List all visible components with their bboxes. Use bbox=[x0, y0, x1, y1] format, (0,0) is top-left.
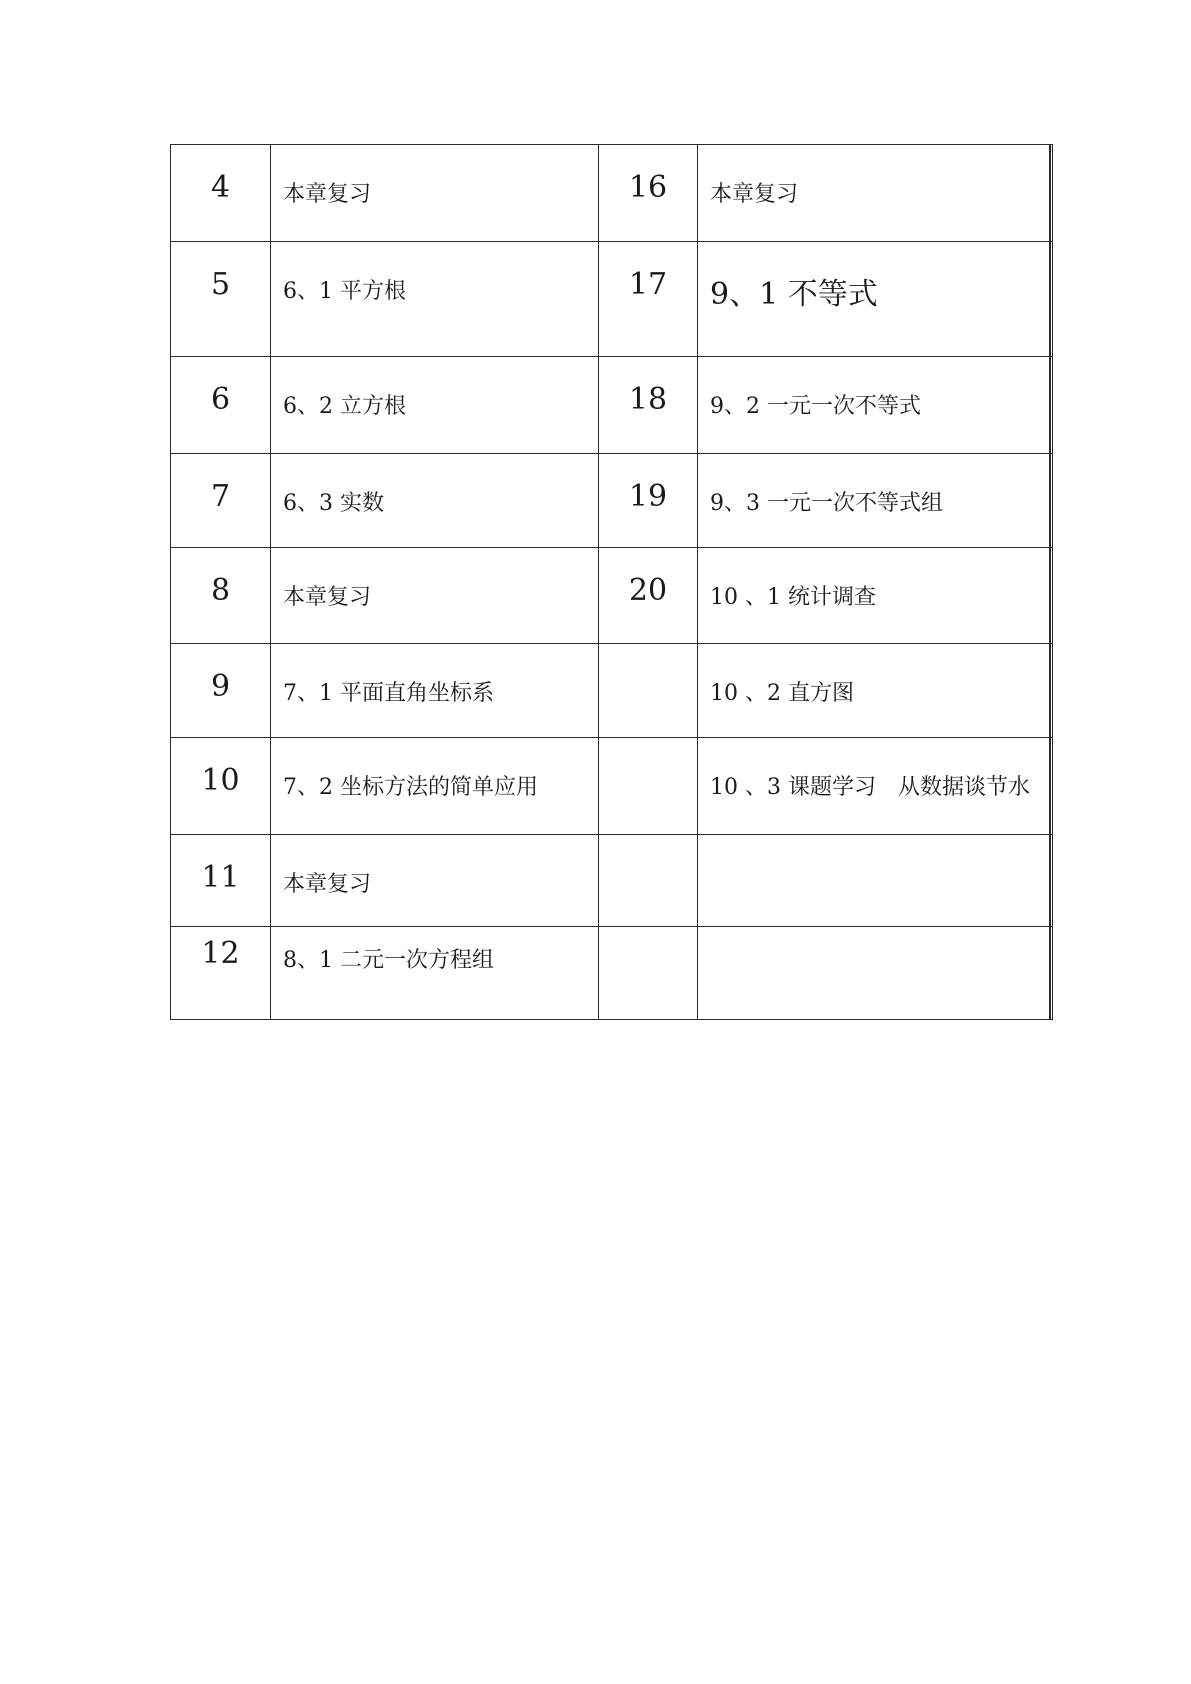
lesson-number: 12 bbox=[171, 927, 271, 1020]
lesson-topic: 10 、3 课题学习 从数据谈节水 bbox=[698, 738, 1053, 835]
lesson-number: 16 bbox=[599, 145, 698, 242]
table-row bbox=[171, 145, 1053, 242]
lesson-number: 10 bbox=[171, 738, 271, 835]
lesson-number: 9 bbox=[171, 644, 271, 738]
lesson-number: 18 bbox=[599, 357, 698, 454]
lesson-topic bbox=[698, 927, 1053, 1020]
lesson-number: 19 bbox=[599, 454, 698, 548]
lesson-number bbox=[599, 927, 698, 1020]
table-row bbox=[171, 644, 1053, 738]
lesson-number: 6 bbox=[171, 357, 271, 454]
lesson-topic: 9、3 一元一次不等式组 bbox=[698, 454, 1053, 548]
lesson-topic bbox=[698, 835, 1053, 927]
table-row bbox=[171, 548, 1053, 644]
table-row bbox=[171, 835, 1053, 927]
lesson-topic: 本章复习 bbox=[271, 835, 599, 927]
lesson-topic: 本章复习 bbox=[271, 145, 599, 242]
lesson-topic: 本章复习 bbox=[698, 145, 1053, 242]
lesson-number: 11 bbox=[171, 835, 271, 927]
lesson-number: 4 bbox=[171, 145, 271, 242]
lesson-number bbox=[599, 644, 698, 738]
table-row bbox=[171, 454, 1053, 548]
lesson-topic: 7、2 坐标方法的简单应用 bbox=[271, 738, 599, 835]
lesson-topic: 10 、1 统计调查 bbox=[698, 548, 1053, 644]
lesson-topic: 6、3 实数 bbox=[271, 454, 599, 548]
lesson-topic: 本章复习 bbox=[271, 548, 599, 644]
lesson-number bbox=[599, 738, 698, 835]
table-row bbox=[171, 927, 1053, 1020]
lesson-number: 17 bbox=[599, 242, 698, 357]
lesson-topic: 9、2 一元一次不等式 bbox=[698, 357, 1053, 454]
lesson-number: 20 bbox=[599, 548, 698, 644]
lesson-topic: 6、1 平方根 bbox=[271, 242, 599, 357]
lesson-topic: 7、1 平面直角坐标系 bbox=[271, 644, 599, 738]
lesson-number bbox=[599, 835, 698, 927]
lesson-topic: 8、1 二元一次方程组 bbox=[271, 927, 599, 1020]
table-row bbox=[171, 242, 1053, 357]
lesson-number: 8 bbox=[171, 548, 271, 644]
lesson-topic: 6、2 立方根 bbox=[271, 357, 599, 454]
lesson-number: 5 bbox=[171, 242, 271, 357]
lesson-topic: 10 、2 直方图 bbox=[698, 644, 1053, 738]
table-row bbox=[171, 357, 1053, 454]
lesson-number: 7 bbox=[171, 454, 271, 548]
lesson-schedule-table bbox=[170, 144, 1053, 1020]
lesson-topic: 9、1 不等式 bbox=[698, 242, 1053, 357]
table-right-border bbox=[1049, 144, 1051, 1020]
table-row bbox=[171, 738, 1053, 835]
